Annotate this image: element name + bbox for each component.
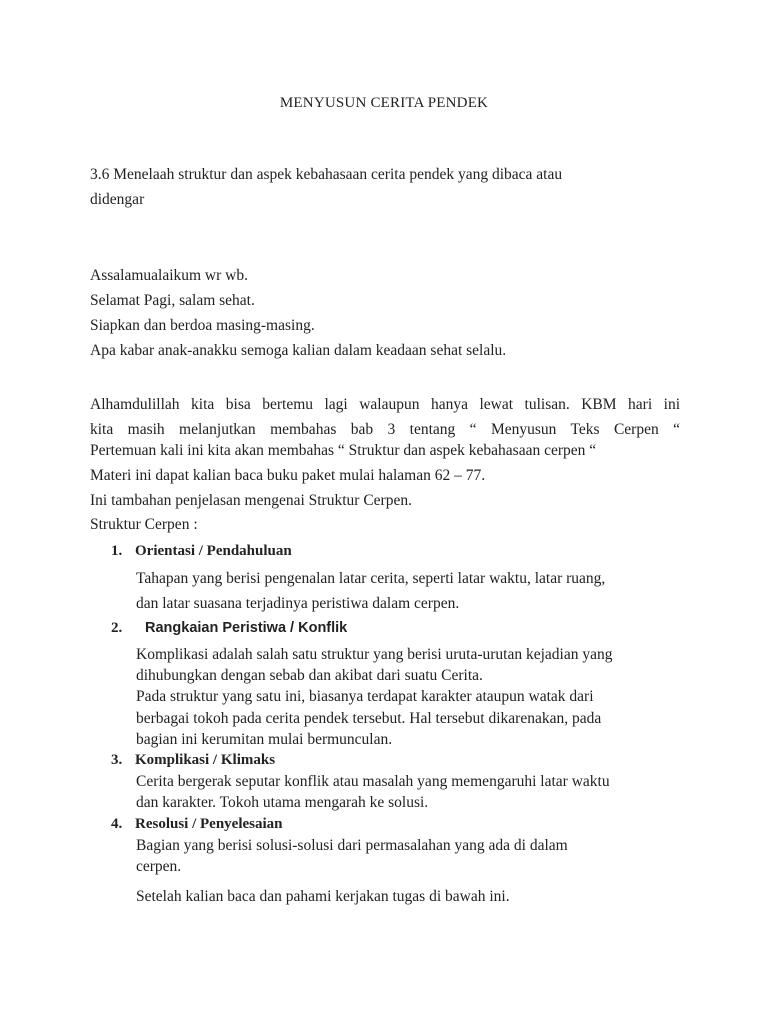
greeting-line: Siapkan dan berdoa masing-masing.	[90, 317, 315, 334]
intro-line: kita masih melanjutkan membahas bab 3 tentang “ Menyusun Teks Cerpen “	[90, 421, 680, 438]
greeting-line: Selamat Pagi, salam sehat.	[90, 292, 255, 309]
item-text-line: berbagai tokoh pada cerita pendek tersebut. Hal tersebut dikarenakan, pada	[136, 710, 602, 727]
intro-line: Ini tambahan penjelasan mengenai Struktur Cerpen.	[90, 492, 412, 509]
intro-line: Pertemuan kali ini kita akan membahas “ Struktur dan aspek kebahasaan cerpen “	[90, 442, 597, 459]
item-text-line: Pada struktur yang satu ini, biasanya terdapat karakter ataupun watak dari	[136, 688, 594, 705]
page-title: MENYUSUN CERITA PENDEK	[279, 95, 489, 111]
item-heading: Orientasi / Pendahuluan	[135, 543, 292, 559]
intro-line: Struktur Cerpen :	[90, 516, 198, 533]
item-number: 4.	[111, 816, 123, 832]
item-text-line: dan latar suasana terjadinya peristiwa dalam cerpen.	[136, 595, 460, 612]
item-heading: Komplikasi / Klimaks	[135, 752, 276, 768]
item-number: 1.	[111, 543, 123, 559]
item-text-line: cerpen.	[136, 858, 182, 875]
item-heading: Rangkaian Peristiwa / Konflik	[145, 620, 348, 636]
kd-line-1: 3.6 Menelaah struktur dan aspek kebahasaan cerita pendek yang dibaca atau	[90, 166, 563, 183]
item-heading: Resolusi / Penyelesaian	[135, 816, 283, 832]
item-text-line: dan karakter. Tokoh utama mengarah ke solusi.	[136, 794, 429, 811]
item-text-line: Bagian yang berisi solusi-solusi dari permasalahan yang ada di dalam	[136, 837, 568, 854]
intro-line: Alhamdulillah kita bisa bertemu lagi walaupun hanya lewat tulisan. KBM hari ini	[90, 396, 680, 413]
closing-instruction: Setelah kalian baca dan pahami kerjakan tugas di bawah ini.	[136, 888, 510, 905]
item-text-line: Tahapan yang berisi pengenalan latar cerita, seperti latar waktu, latar ruang,	[136, 570, 606, 587]
item-text-line: bagian ini kerumitan mulai bermunculan.	[136, 731, 393, 748]
item-number: 2.	[111, 620, 123, 636]
item-text-line: Cerita bergerak seputar konflik atau masalah yang memengaruhi latar waktu	[136, 773, 610, 790]
kd-line-2: didengar	[90, 191, 145, 208]
intro-line: Materi ini dapat kalian baca buku paket mulai halaman 62 – 77.	[90, 467, 486, 484]
greeting-line: Apa kabar anak-anakku semoga kalian dalam keadaan sehat selalu.	[90, 342, 507, 359]
item-text-line: Komplikasi adalah salah satu struktur yang berisi uruta-urutan kejadian yang	[136, 646, 613, 663]
item-number: 3.	[111, 752, 123, 768]
greeting-line: Assalamualaikum wr wb.	[90, 267, 248, 284]
item-text-line: dihubungkan dengan sebab dan akibat dari suatu Cerita.	[136, 667, 483, 684]
